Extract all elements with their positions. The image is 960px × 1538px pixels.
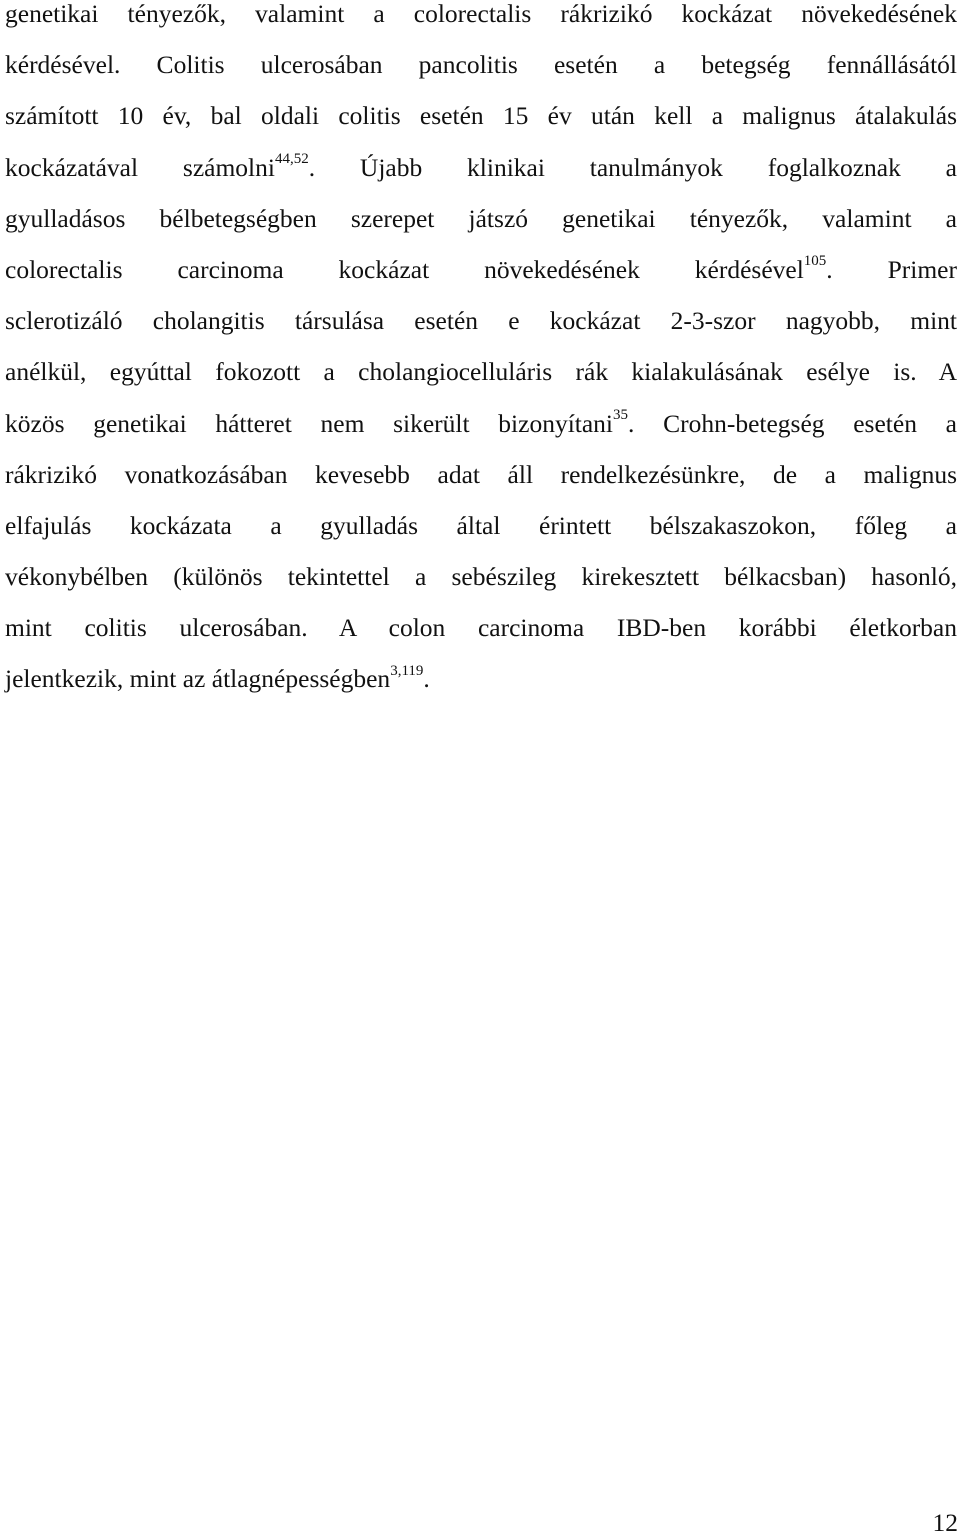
text-line: gyulladásos bélbetegségben szerepet játszó genetikai tényezők, valamint a (5, 203, 957, 233)
text-line: kérdésével. Colitis ulcerosában pancolitis esetén a betegség fennállásától (5, 50, 957, 80)
text-segment: kockázatával számolni (5, 152, 275, 182)
text-line: anélkül, egyúttal fokozott a cholangiocelluláris rák kialakulásának esélye is. A (5, 357, 957, 387)
text-line (5, 653, 957, 704)
text-line: vékonybélben (különös tekintettel a sebészileg kirekesztett bélkacsban) hasonló, (5, 562, 957, 592)
text-segment: . (423, 664, 430, 694)
text-line: sclerotizáló cholangitis társulása esetén e kockázat 2-3-szor nagyobb, mint (5, 306, 957, 336)
text-line: rákrizikó vonatkozásában kevesebb adat áll rendelkezésünkre, de a malignus (5, 459, 957, 489)
text-segment: . Újabb klinikai tanulmányok foglalkoznak a (308, 152, 957, 182)
text-line: genetikai tényezők, valamint a colorectalis rákrizikó kockázat növekedésének (5, 0, 957, 28)
citation-reference: 3,119 (390, 662, 424, 679)
text-segment: colorectalis carcinoma kockázat növekedésének kérdésével (5, 254, 804, 284)
text-segment: . Primer (826, 254, 957, 284)
text-line (5, 398, 957, 449)
citation-reference: 44,52 (274, 151, 309, 168)
text-line: mint colitis ulcerosában. A colon carcinoma IBD-ben korábbi életkorban (5, 613, 957, 643)
text-segment: jelentkezik, mint az átlagnépességben (5, 664, 391, 694)
citation-reference: 105 (803, 253, 827, 270)
citation-reference: 35 (613, 407, 629, 423)
text-segment: közös genetikai hátteret nem sikerült bizonyítani (5, 408, 614, 438)
text-line: számított 10 év, bal oldali colitis esetén 15 év után kell a malignus átalakulás (5, 101, 957, 131)
text-line (5, 244, 957, 295)
text-line: elfajulás kockázata a gyulladás által érintett bélszakaszokon, főleg a (5, 510, 957, 540)
page-number: 12 (932, 1508, 958, 1537)
text-line (5, 142, 957, 193)
text-segment: . Crohn-betegség esetén a (628, 408, 957, 438)
body-paragraph (5, 0, 957, 705)
